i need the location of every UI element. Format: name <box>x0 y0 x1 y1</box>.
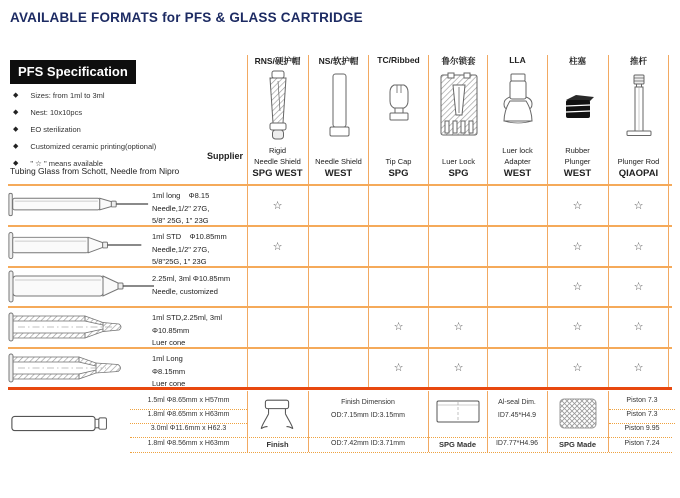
cap-made-label: SPG Made <box>438 440 477 449</box>
glass-cartridge-drawing <box>10 412 114 436</box>
luer-lock-adapter-drawing <box>487 68 548 146</box>
column-header-plunger: 柱塞 <box>568 56 586 66</box>
availability-star <box>487 226 548 267</box>
availability-star <box>308 185 369 226</box>
component-name: Rubber <box>565 146 590 155</box>
availability-star <box>308 266 369 306</box>
spec-text: 1ml STD,2.25ml, 3ml <box>152 313 223 322</box>
plunger-rod-drawing <box>608 68 669 146</box>
supplier-name: WEST <box>503 168 532 179</box>
syringe-drawing-2-25ml-3ml <box>6 269 151 305</box>
column-header-rns: RNS/硬护帽 <box>254 56 301 66</box>
availability-star <box>487 306 548 347</box>
availability-star: ☆ <box>453 361 464 374</box>
availability-star: ☆ <box>572 320 583 333</box>
availability-star <box>247 266 308 306</box>
spec-text: Needle,1/2" 27G, <box>152 203 210 213</box>
availability-star <box>308 347 369 388</box>
supplier-name: WEST <box>563 168 592 179</box>
component-name: Plunger <box>564 156 591 166</box>
availability-star <box>368 185 429 226</box>
rigid-needle-shield-drawing <box>247 68 308 146</box>
component-name: Tip Cap <box>385 156 412 166</box>
cartridge-size: 3.0ml Φ11.6mm x H62.3 <box>150 425 227 432</box>
column-header-rod: 推杆 <box>629 56 647 66</box>
availability-star: ☆ <box>633 199 644 212</box>
dotted-separator <box>130 452 672 453</box>
finish-dimension-title: Finish Dimension <box>341 399 395 406</box>
component-name: Luer Lock <box>442 156 475 166</box>
component-name: Rigid <box>268 146 287 155</box>
flat-cap-drawing <box>432 397 484 427</box>
finish-dimension-value: OD:7.15mm ID:3.15mm <box>331 412 405 419</box>
crimp-finish-drawing <box>252 397 302 435</box>
spec-text: 5/8"25G, 1" 23G <box>152 257 207 266</box>
crosshatch-plug-drawing <box>557 396 599 432</box>
spec-text: 1ml STD Φ10.85mm <box>152 232 227 241</box>
spec-text: Luer cone <box>152 338 186 347</box>
supplier-label: Supplier <box>206 151 243 161</box>
availability-star: ☆ <box>572 199 583 212</box>
spec-text: Needle, customized <box>152 286 218 296</box>
availability-star <box>308 226 369 267</box>
diamond-bullet-icon: ◆ <box>13 142 19 150</box>
finish-dimension-value: OD:7.42mm ID:3.71mm <box>331 440 405 447</box>
availability-star <box>247 347 308 388</box>
luer-lock-drawing <box>428 68 489 146</box>
availability-star <box>368 266 429 306</box>
column-header-tc: TC/Ribbed <box>377 55 420 65</box>
availability-star <box>487 266 548 306</box>
dotted-separator <box>130 423 247 424</box>
availability-star <box>308 306 369 347</box>
availability-star <box>247 306 308 347</box>
dotted-separator <box>130 437 672 438</box>
al-seal-value: ID7.45*H4.9 <box>497 412 537 419</box>
finish-label: Finish <box>266 440 289 449</box>
availability-star: ☆ <box>272 199 283 212</box>
spec-text: 1ml Long <box>152 354 183 363</box>
bullet-item: ◆ Customized ceramic printing(optional) <box>13 141 157 151</box>
diamond-bullet-icon: ◆ <box>13 108 19 116</box>
availability-star: ☆ <box>572 240 583 253</box>
availability-star: ☆ <box>272 240 283 253</box>
piston-size: Piston 7.24 <box>624 440 660 447</box>
bullet-item: ◆ Nest: 10x10pcs <box>13 107 83 117</box>
availability-star: ☆ <box>633 361 644 374</box>
availability-star <box>428 226 489 267</box>
component-name: Needle Shield <box>254 156 301 166</box>
luer-cone-syringe-drawing <box>6 351 151 387</box>
al-seal-title: Al-seal Dim. <box>498 399 536 406</box>
availability-star <box>487 347 548 388</box>
availability-star: ☆ <box>633 240 644 253</box>
supplier-name: SPG <box>448 168 469 179</box>
availability-star <box>428 185 489 226</box>
column-header-lla: LLA <box>509 55 526 65</box>
page-title: AVAILABLE FORMATS for PFS & GLASS CARTRIDGE <box>10 10 363 25</box>
rubber-plunger-drawing <box>547 68 608 146</box>
availability-star <box>428 266 489 306</box>
dotted-separator <box>130 409 247 410</box>
availability-star <box>487 185 548 226</box>
supplier-name: SPG <box>388 168 409 179</box>
column-header-luerlock: 鲁尔锁套 <box>441 56 476 66</box>
diamond-bullet-icon: ◆ <box>13 125 19 133</box>
syringe-drawing-1ml-std <box>6 229 151 265</box>
component-name: Adapter <box>504 156 531 166</box>
bullet-item: ◆ " ☆ " means available <box>13 158 103 168</box>
bullet-item: ◆ EO sterilization <box>13 124 81 134</box>
spec-text: 2.25ml, 3ml Φ10.85mm <box>152 274 231 283</box>
pfs-specification-heading: PFS Specification <box>10 60 136 84</box>
cartridge-size: 1.8ml Φ8.65mm x H63mm <box>147 411 230 418</box>
bullet-item: ◆ Sizes: from 1ml to 3ml <box>13 90 105 100</box>
availability-star <box>368 226 429 267</box>
cartridge-size: 1.5ml Φ8.65mm x H57mm <box>147 397 230 404</box>
component-name: Needle Shield <box>315 156 362 166</box>
tip-cap-drawing <box>368 68 429 146</box>
availability-star: ☆ <box>393 361 404 374</box>
cartridge-size: 1.8ml Φ8.56mm x H63mm <box>147 440 230 447</box>
availability-star: ☆ <box>453 320 464 333</box>
al-seal-value: ID7.77*H4.96 <box>495 440 539 447</box>
column-header-ns: NS/软护帽 <box>318 56 359 66</box>
spec-text: Needle,1/2" 27G, <box>152 244 210 254</box>
availability-star: ☆ <box>393 320 404 333</box>
availability-star: ☆ <box>572 361 583 374</box>
spec-text: Luer cone <box>152 379 186 388</box>
diamond-bullet-icon: ◆ <box>13 159 19 167</box>
piston-size: Piston 9.95 <box>624 425 660 432</box>
component-name: Plunger Rod <box>617 156 660 166</box>
dotted-separator <box>609 423 675 424</box>
diamond-bullet-icon: ◆ <box>13 91 19 99</box>
spec-text: 5/8" 25G, 1" 23G <box>152 216 209 225</box>
plug-made-label: SPG Made <box>558 440 597 449</box>
component-name: Luer lock <box>502 146 533 155</box>
availability-star: ☆ <box>633 320 644 333</box>
availability-star: ☆ <box>572 279 583 293</box>
syringe-drawing-1ml-long <box>6 188 151 224</box>
piston-size: Piston 7.3 <box>626 397 658 404</box>
supplier-name: WEST <box>324 168 353 179</box>
source-note: Tubing Glass from Schott, Needle from Nipro <box>10 166 180 176</box>
piston-size: Piston 7.3 <box>626 411 658 418</box>
dotted-separator <box>609 409 675 410</box>
supplier-name: SPG WEST <box>252 168 303 179</box>
availability-star: ☆ <box>633 279 644 293</box>
spec-text: Φ8.15mm <box>152 366 186 376</box>
spec-text: Φ10.85mm <box>152 325 190 335</box>
luer-cone-syringe-drawing <box>6 310 151 346</box>
supplier-name: QIAOPAI <box>618 168 659 179</box>
needle-shield-drawing <box>308 68 369 146</box>
spec-text: 1ml long Φ8.15 <box>152 191 210 200</box>
